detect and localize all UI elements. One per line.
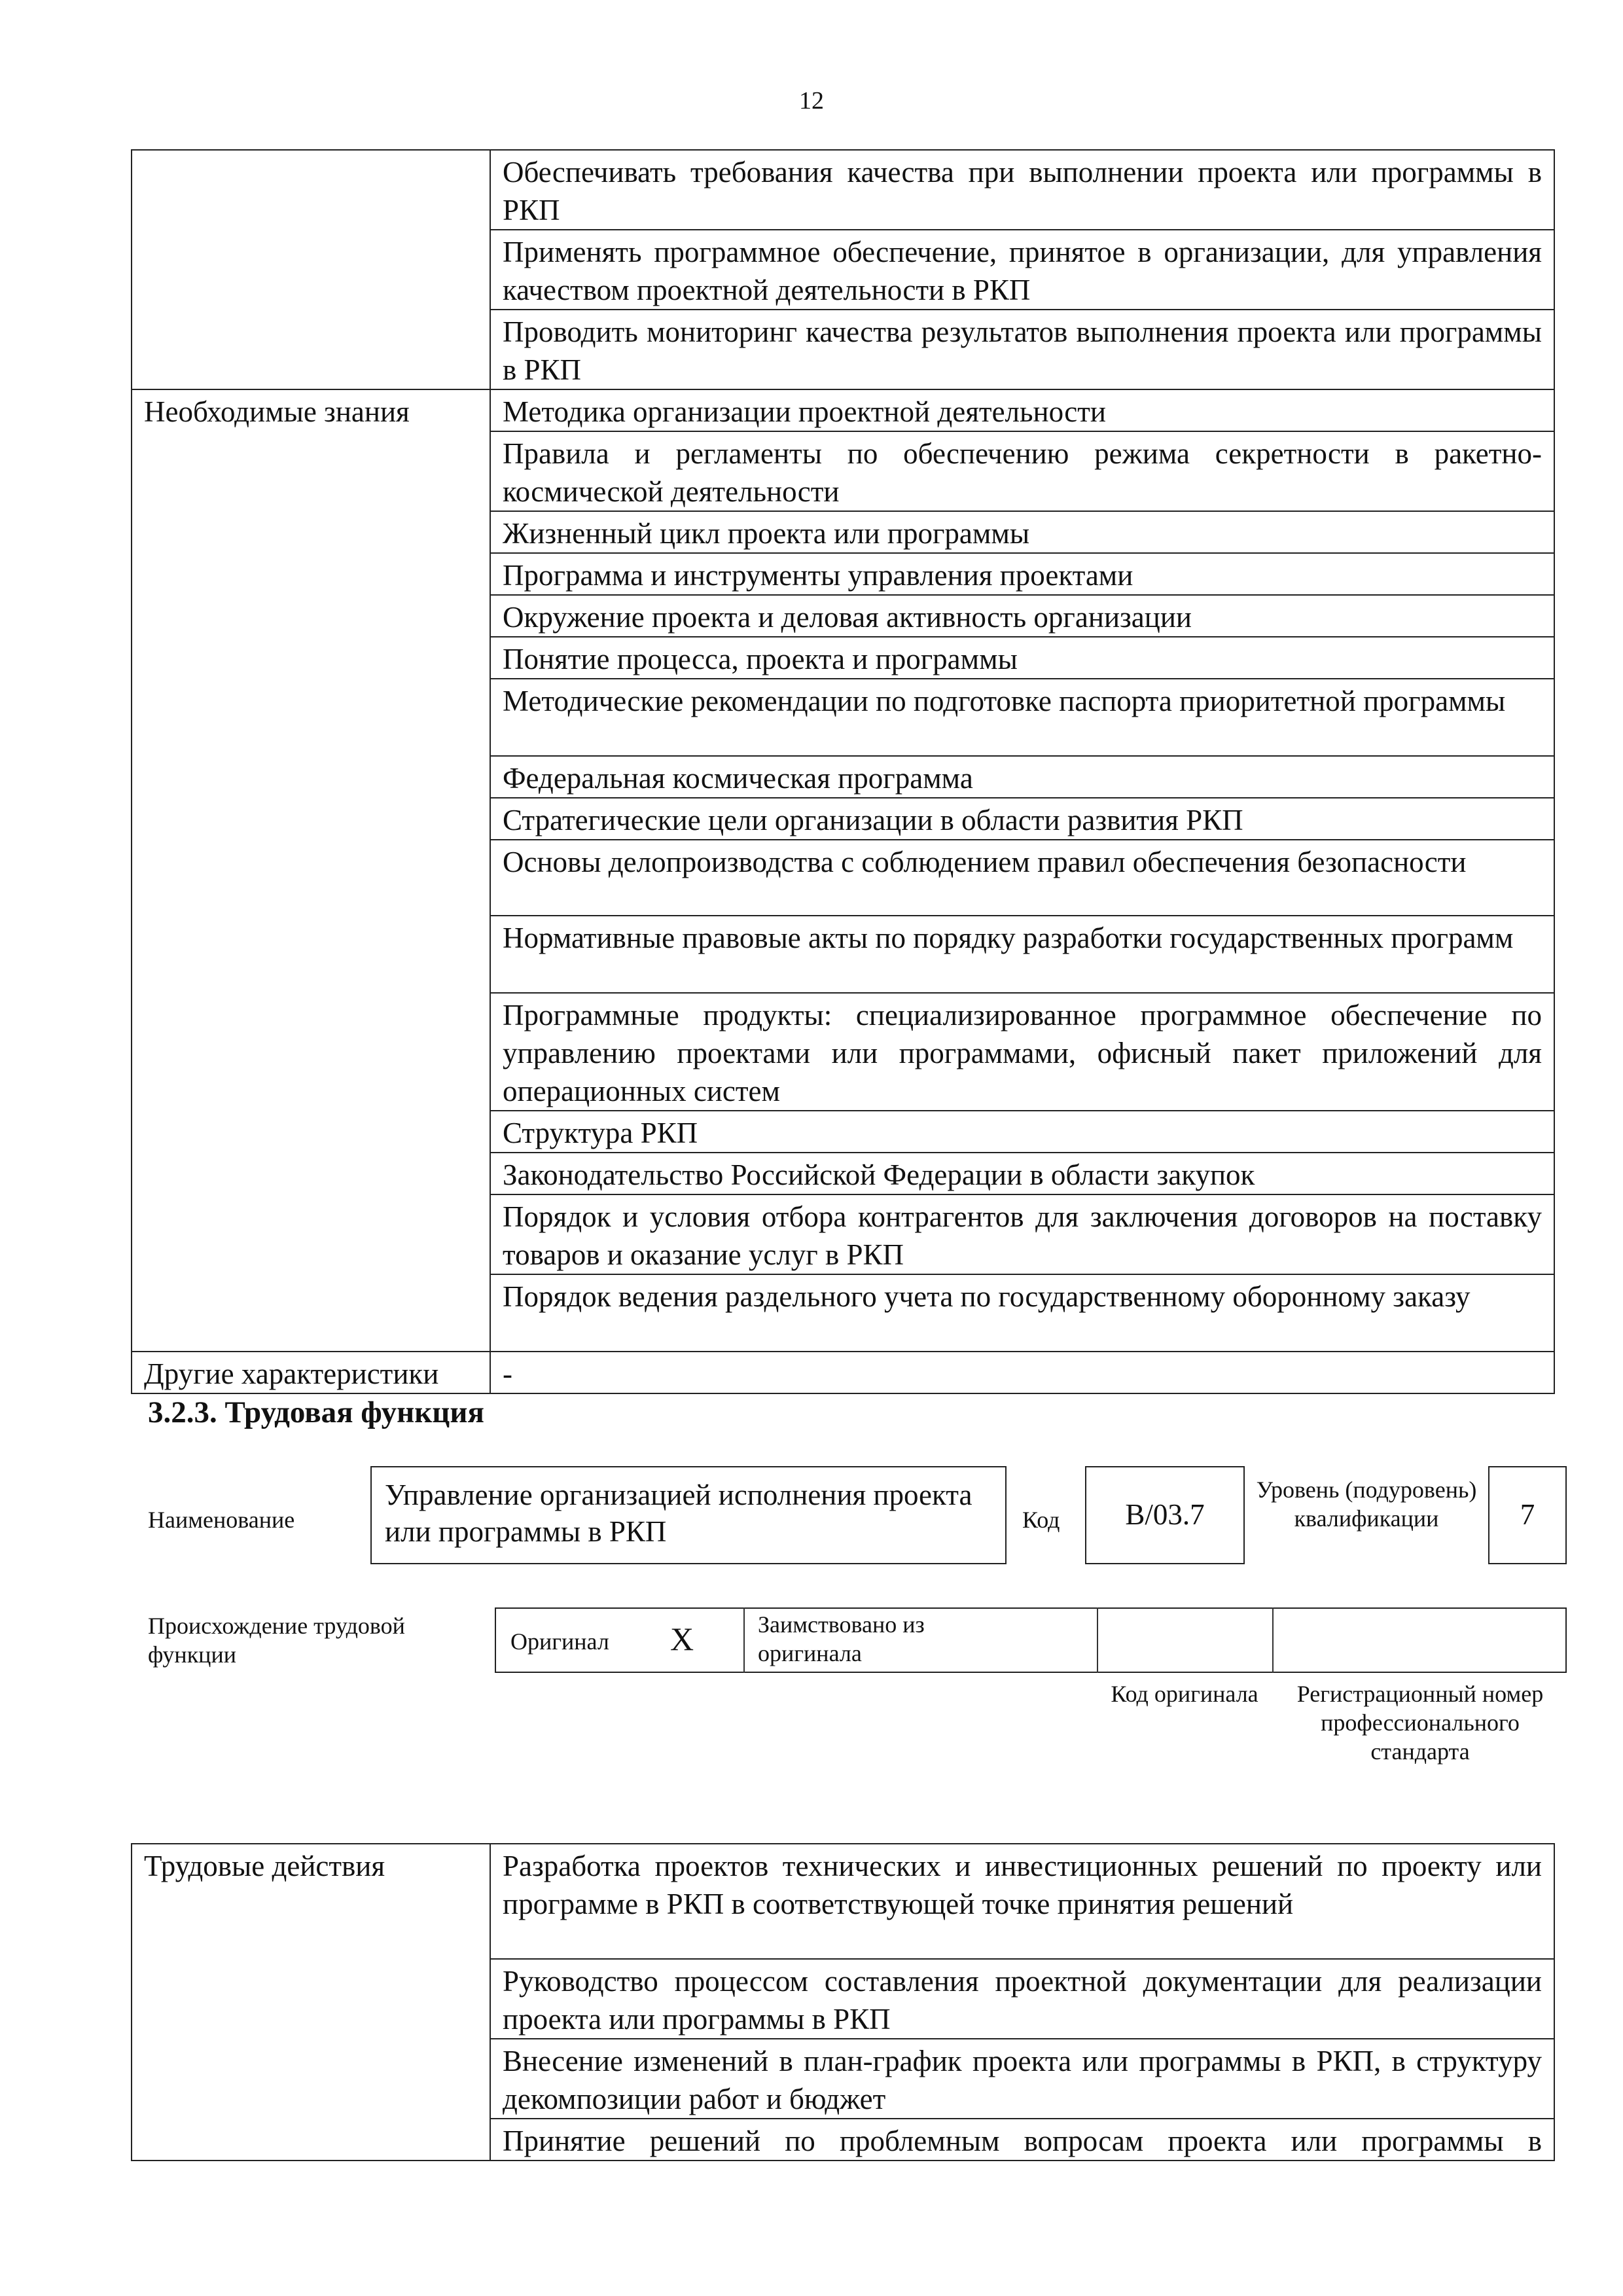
original-mark: X: [670, 1621, 694, 1657]
knowledge-item: Понятие процесса, проекта и программы: [490, 637, 1554, 679]
reg-caption: Регистрационный номер профессионального стандарта: [1296, 1681, 1544, 1765]
knowledge-item: Порядок и условия отбора контрагентов для заключения договоров на поставку товаров и оказание услуг в РКП: [490, 1194, 1554, 1274]
level-value: 7: [1520, 1498, 1535, 1531]
skill-item: Обеспечивать требования качества при выполнении проекта или программы в РКП: [490, 150, 1554, 230]
name-value: Управление организацией исполнения проекта или программы в РКП: [385, 1479, 972, 1548]
action-item: Внесение изменений в план-график проекта или программы в РКП, в структуру декомпозиции работ и бюджет: [490, 2039, 1554, 2119]
code-label: Код: [1022, 1507, 1060, 1533]
origin-label: Происхождение трудовой функции: [148, 1613, 405, 1668]
page-number: 12: [799, 87, 824, 115]
knowledge-item: Жизненный цикл проекта или программы: [490, 511, 1554, 553]
level-label: Уровень (подуровень) квалификации: [1256, 1477, 1477, 1532]
name-label: Наименование: [148, 1507, 295, 1533]
code-box: [1085, 1466, 1245, 1564]
knowledge-item: Методика организации проектной деятельности: [490, 389, 1554, 431]
code-caption: Код оригинала: [1111, 1681, 1258, 1707]
knowledge-item: Структура РКП: [490, 1111, 1554, 1153]
skills-knowledge-table: [131, 149, 1555, 1394]
work-actions-table: [131, 1843, 1555, 2161]
action-item: Принятие решений по проблемным вопросам проекта или программы в: [490, 2119, 1554, 2161]
code-value: B/03.7: [1125, 1498, 1205, 1531]
name-box: [370, 1466, 1007, 1564]
knowledge-item: Федеральная космическая программа: [490, 756, 1554, 798]
empty-label-cell: [132, 150, 490, 389]
level-box: [1488, 1466, 1567, 1564]
knowledge-item: Окружение проекта и деловая активность организации: [490, 595, 1554, 637]
origin-box: [495, 1607, 1567, 1673]
origin-divider: [743, 1607, 745, 1673]
other-label: Другие характеристики: [132, 1352, 490, 1393]
borrowed-label: Заимствовано из оригинала: [758, 1611, 925, 1666]
action-item: Разработка проектов технических и инвестиционных решений по проекту или программе в РКП в соответствующей точке принятия решений: [490, 1844, 1554, 1959]
section-heading: 3.2.3. Трудовая функция: [148, 1395, 484, 1429]
origin-divider: [1097, 1607, 1098, 1673]
action-item: Руководство процессом составления проектной документации для реализации проекта или программы в РКП: [490, 1959, 1554, 2039]
knowledge-item: Порядок ведения раздельного учета по государственному оборонному заказу: [490, 1274, 1554, 1352]
other-value: -: [490, 1352, 1554, 1393]
knowledge-item: Законодательство Российской Федерации в области закупок: [490, 1153, 1554, 1194]
knowledge-item: Программные продукты: специализированное программное обеспечение по управлению проектами или программами, офисный пакет приложений для операционных систем: [490, 993, 1554, 1111]
knowledge-item: Программа и инструменты управления проектами: [490, 553, 1554, 595]
knowledge-item: Основы делопроизводства с соблюдением правил обеспечения безопасности: [490, 840, 1554, 916]
knowledge-item: Стратегические цели организации в области развития РКП: [490, 798, 1554, 840]
skill-item: Применять программное обеспечение, принятое в организации, для управления качеством проектной деятельности в РКП: [490, 230, 1554, 310]
knowledge-item: Нормативные правовые акты по порядку разработки государственных программ: [490, 916, 1554, 993]
knowledge-item: Методические рекомендации по подготовке паспорта приоритетной программы: [490, 679, 1554, 756]
knowledge-label: Необходимые знания: [132, 389, 490, 1352]
knowledge-item: Правила и регламенты по обеспечению режима секретности в ракетно-космической деятельности: [490, 431, 1554, 511]
actions-label: Трудовые действия: [132, 1844, 490, 2161]
skill-item: Проводить мониторинг качества результатов выполнения проекта или программы в РКП: [490, 310, 1554, 389]
original-label: Оригинал: [510, 1628, 609, 1655]
origin-divider: [1272, 1607, 1274, 1673]
